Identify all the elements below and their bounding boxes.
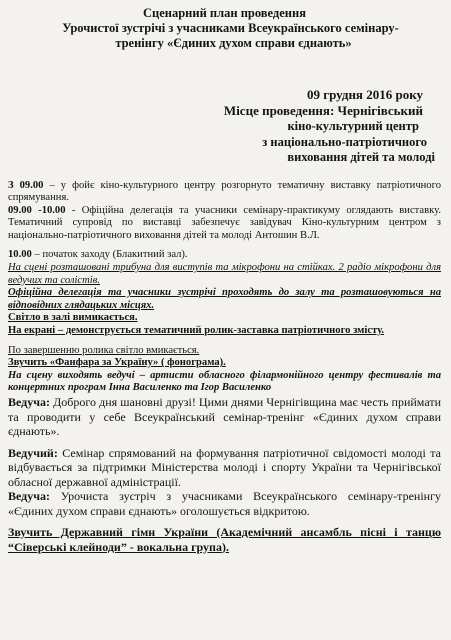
time-label: 09.00 -10.00 [8, 204, 66, 216]
speech-text: Доброго дня шановні друзі! Цими днями Чернігівщина має честь приймати та проводити у себе Всеукраїнський семінар-тренінг «Єдиних духом справи єднають». [8, 395, 441, 438]
delegation-note: Офіційна делегація та учасники зустрічі проходять до залу та розташовуються на відповідних глядацьких місцях. [8, 287, 441, 311]
venue-city: Чернігівський [337, 103, 423, 118]
time-label: З 09.00 [8, 179, 44, 191]
speaker-label: Ведучий: [8, 445, 58, 460]
event-date: 09 грудня 2016 року [306, 87, 423, 102]
document-title [8, 6, 441, 51]
lights-off-note: Світло в залі вимикається. [8, 312, 138, 324]
speech-2 [8, 446, 441, 490]
venue-line-4: виховання дітей та молоді [287, 150, 435, 164]
stage-setup-note: На сцені розташовані трибуна для виступів та мікрофони на стійках. 2 радіо мікрофони для ведучих та солістів. [8, 262, 441, 286]
time-label: 10.00 [8, 249, 32, 261]
speaker-label: Ведуча: [8, 489, 51, 503]
venue-line-1 [8, 103, 441, 119]
fanfare-note: Звучить «Фанфара за Україну» ( фонограма). [8, 357, 226, 369]
anthem-note: Звучить Державний гімн України (Академічний ансамбль пісні і танцю “Сіверські клейноди” - вокальна група). [8, 525, 441, 554]
speech-3 [8, 489, 441, 518]
schedule-item-3 [8, 249, 441, 262]
item-text: – у фойє кіно-культурного центру розгорнуто тематичну виставку патріотичного спрямування. [8, 179, 441, 204]
title-line-1: Сценарний план проведення [143, 6, 306, 20]
item-text: – початок заходу (Блакитний зал). [31, 249, 188, 261]
speech-text: Семінар спрямований на формування патріотичної свідомості молоді та відбувається за підтримки Міністерства молоді і спорту України та Чернігівської обласної державної адміністрації. [8, 445, 441, 489]
title-line-3: тренінгу «Єдиних духом справи єднають» [115, 36, 352, 50]
speech-text: Урочиста зустріч з учасниками Всеукраїнського семінару-тренінгу «Єдиних духом справи єднають» оголошується відкритою. [8, 489, 441, 518]
item-text: - Офіційна делегація та учасники семінару-практикуму оглядають виставку. Тематичний супровід по виставці забезпечує завідувач Кіно-культурним центром з національно-патріотичного виховання дітей та молоді Антошин В.Л. [8, 204, 441, 241]
venue-label: Місце проведення: [223, 103, 335, 118]
lights-on-note: По завершенню ролика світло вмикається. [8, 344, 200, 356]
speech-1 [8, 395, 441, 439]
speaker-label: Ведуча: [8, 395, 51, 409]
screen-note: На екрані – демонструється тематичний ролик-заставка патріотичного змісту. [8, 325, 384, 337]
hosts-note: На сцену виходять ведучі – артисти обласного філармонійного центру фестивалів та концертних програм Інна Василенко та Ігор Василенко [8, 369, 441, 394]
title-line-2: Урочистої зустрічі з учасниками Всеукраїнського семінару- [62, 21, 399, 35]
venue-line-2: кіно-культурний центр [287, 119, 419, 133]
venue-line-3: з національно-патріотичного [262, 134, 427, 149]
schedule-item-1 [8, 180, 441, 205]
schedule-item-2 [8, 205, 441, 243]
